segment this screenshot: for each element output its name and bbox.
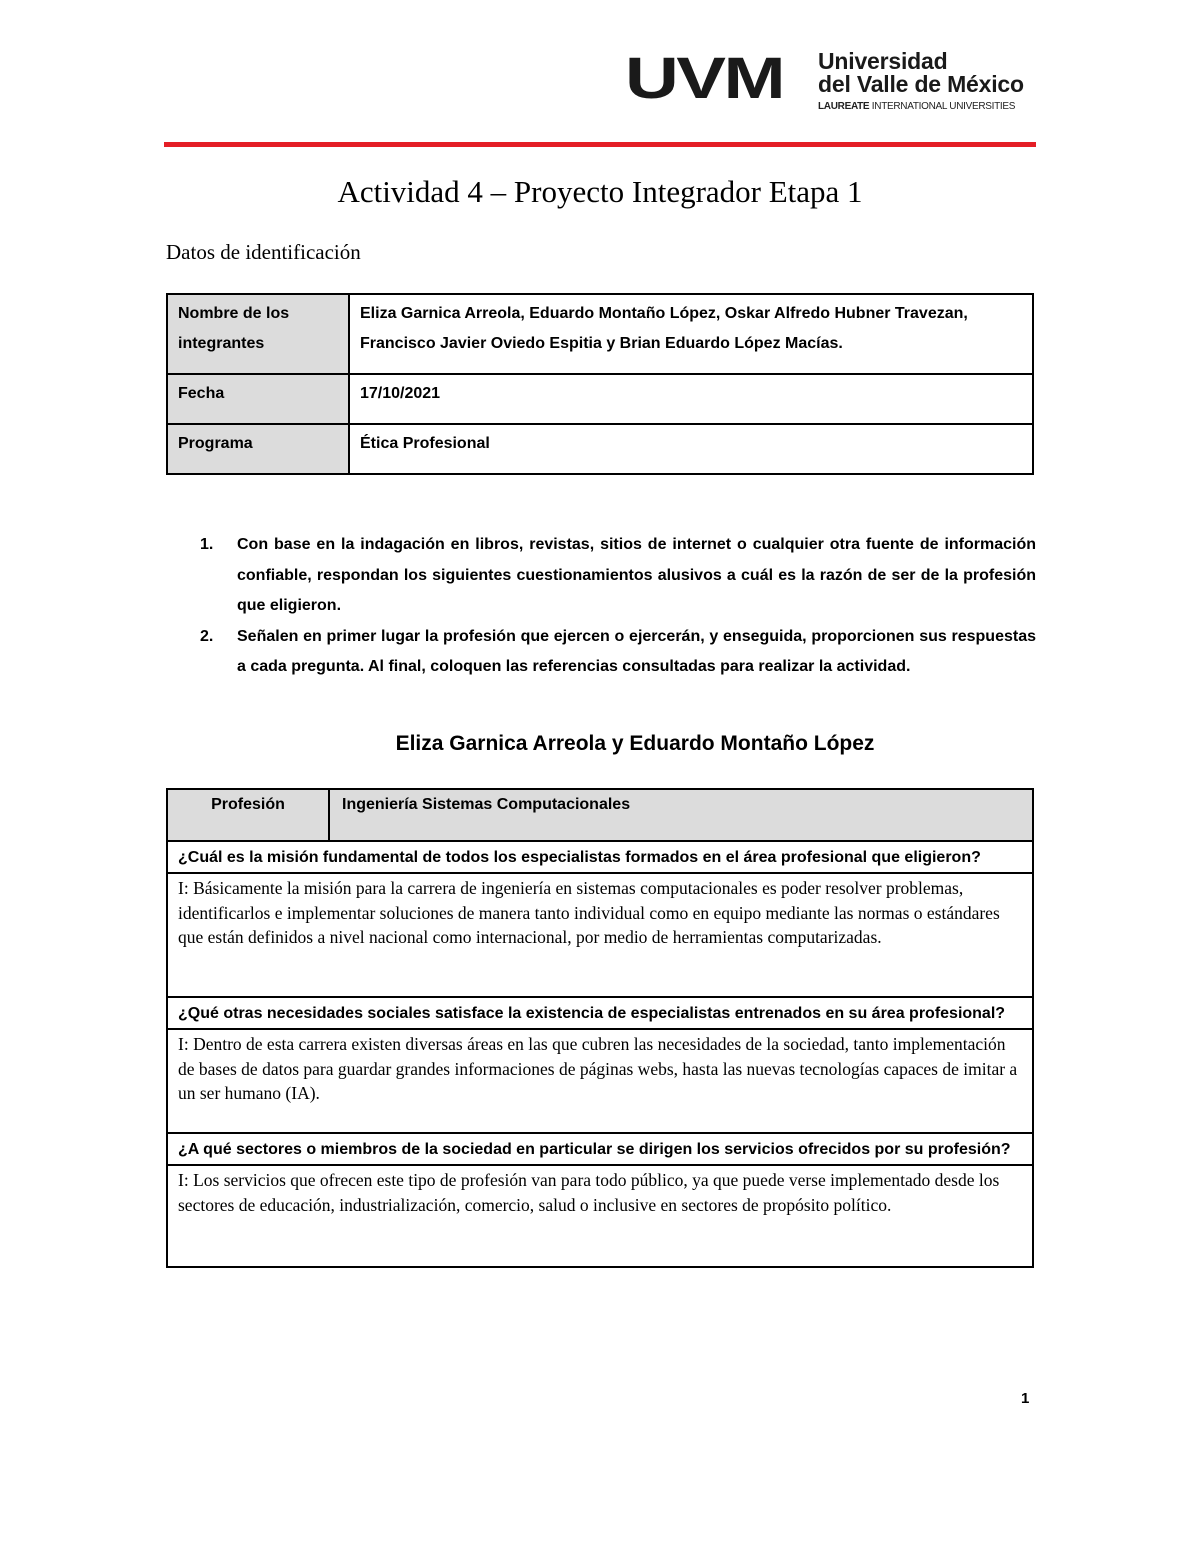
question-cell: ¿Qué otras necesidades sociales satisface la existencia de especialistas entrenados en su área profesional? <box>167 997 1033 1029</box>
page-number: 1 <box>1021 1390 1030 1407</box>
table-row <box>167 374 1033 424</box>
list-item-number: 2. <box>200 627 214 645</box>
laureate-tagline <box>818 101 1015 112</box>
row-value: Ética Profesional <box>349 424 1033 474</box>
laureate-bold: LAUREATE <box>818 101 870 112</box>
table-row <box>167 789 1033 841</box>
table-row <box>167 997 1033 1029</box>
row-value: Eliza Garnica Arreola, Eduardo Montaño López, Oskar Alfredo Hubner Travezan, Francisco Javier Oviedo Espitia y Brian Eduardo López Macías. <box>349 294 1033 374</box>
university-name-line1: Universidad <box>818 48 948 74</box>
uvm-logo-text: UVM <box>625 56 783 102</box>
list-item-number: 1. <box>200 536 214 553</box>
table-row <box>167 841 1033 873</box>
table-row <box>167 1029 1033 1133</box>
list-item <box>200 622 1036 683</box>
profession-value: Ingeniería Sistemas Computacionales <box>329 789 1033 841</box>
table-row <box>167 294 1033 374</box>
table-row <box>167 873 1033 997</box>
row-label: Programa <box>167 424 349 474</box>
row-label: Nombre de los integrantes <box>167 294 349 374</box>
list-item-text: Con base en la indagación en libros, revistas, sitios de internet o cualquier otra fuente de información confiable, respondan los siguientes cuestionamientos alusivos a cuál es la razón de ser de la profesión que eligieron. <box>237 536 1036 614</box>
table-row <box>167 424 1033 474</box>
laureate-rest: INTERNATIONAL UNIVERSITIES <box>869 101 1016 112</box>
list-item <box>200 530 1036 622</box>
table-row <box>167 1133 1033 1165</box>
profession-qa-table <box>166 788 1034 1268</box>
instructions-list <box>200 530 1036 683</box>
profession-label: Profesión <box>167 789 329 841</box>
row-label: Fecha <box>167 374 349 424</box>
question-cell: ¿A qué sectores o miembros de la sociedad en particular se dirigen los servicios ofrecidos por su profesión? <box>167 1133 1033 1165</box>
header-divider <box>164 142 1036 147</box>
university-name-line2: del Valle de México <box>818 71 1024 97</box>
question-cell: ¿Cuál es la misión fundamental de todos los especialistas formados en el área profesional que eligieron? <box>167 841 1033 873</box>
identification-table <box>166 293 1034 475</box>
table-row <box>167 1165 1033 1267</box>
uvm-logo-mark <box>625 56 785 102</box>
answer-cell: I: Dentro de esta carrera existen diversas áreas en las que cubren las necesidades de la sociedad, tanto implementación de bases de datos para guardar grandes informaciones de páginas webs, hasta las nuevas tecnologías capaces de imitar a un ser humano (IA). <box>167 1029 1033 1133</box>
answer-cell: I: Los servicios que ofrecen este tipo de profesión van para todo público, ya que puede verse implementado desde los sectores de educación, industrialización, comercio, salud o inclusive en sectores de propósito político. <box>167 1165 1033 1267</box>
team-heading: Eliza Garnica Arreola y Eduardo Montaño López <box>395 732 875 755</box>
section-subtitle: Datos de identificación <box>166 240 361 264</box>
list-item-text: Señalen en primer lugar la profesión que ejercen o ejercerán, y enseguida, proporcionen sus respuestas a cada pregunta. Al final, coloquen las referencias consultadas para realizar la actividad. <box>237 627 1036 675</box>
uvm-logo <box>625 48 1035 120</box>
row-value: 17/10/2021 <box>349 374 1033 424</box>
document-title: Actividad 4 – Proyecto Integrador Etapa 1 <box>337 174 863 209</box>
answer-cell: I: Básicamente la misión para la carrera de ingeniería en sistemas computacionales es poder resolver problemas, identificarlos e implementar soluciones de manera tanto individual como en equipo mediante las normas o estándares que están definidos a nivel nacional como internacional, por medio de herramientas computarizadas. <box>167 873 1033 997</box>
